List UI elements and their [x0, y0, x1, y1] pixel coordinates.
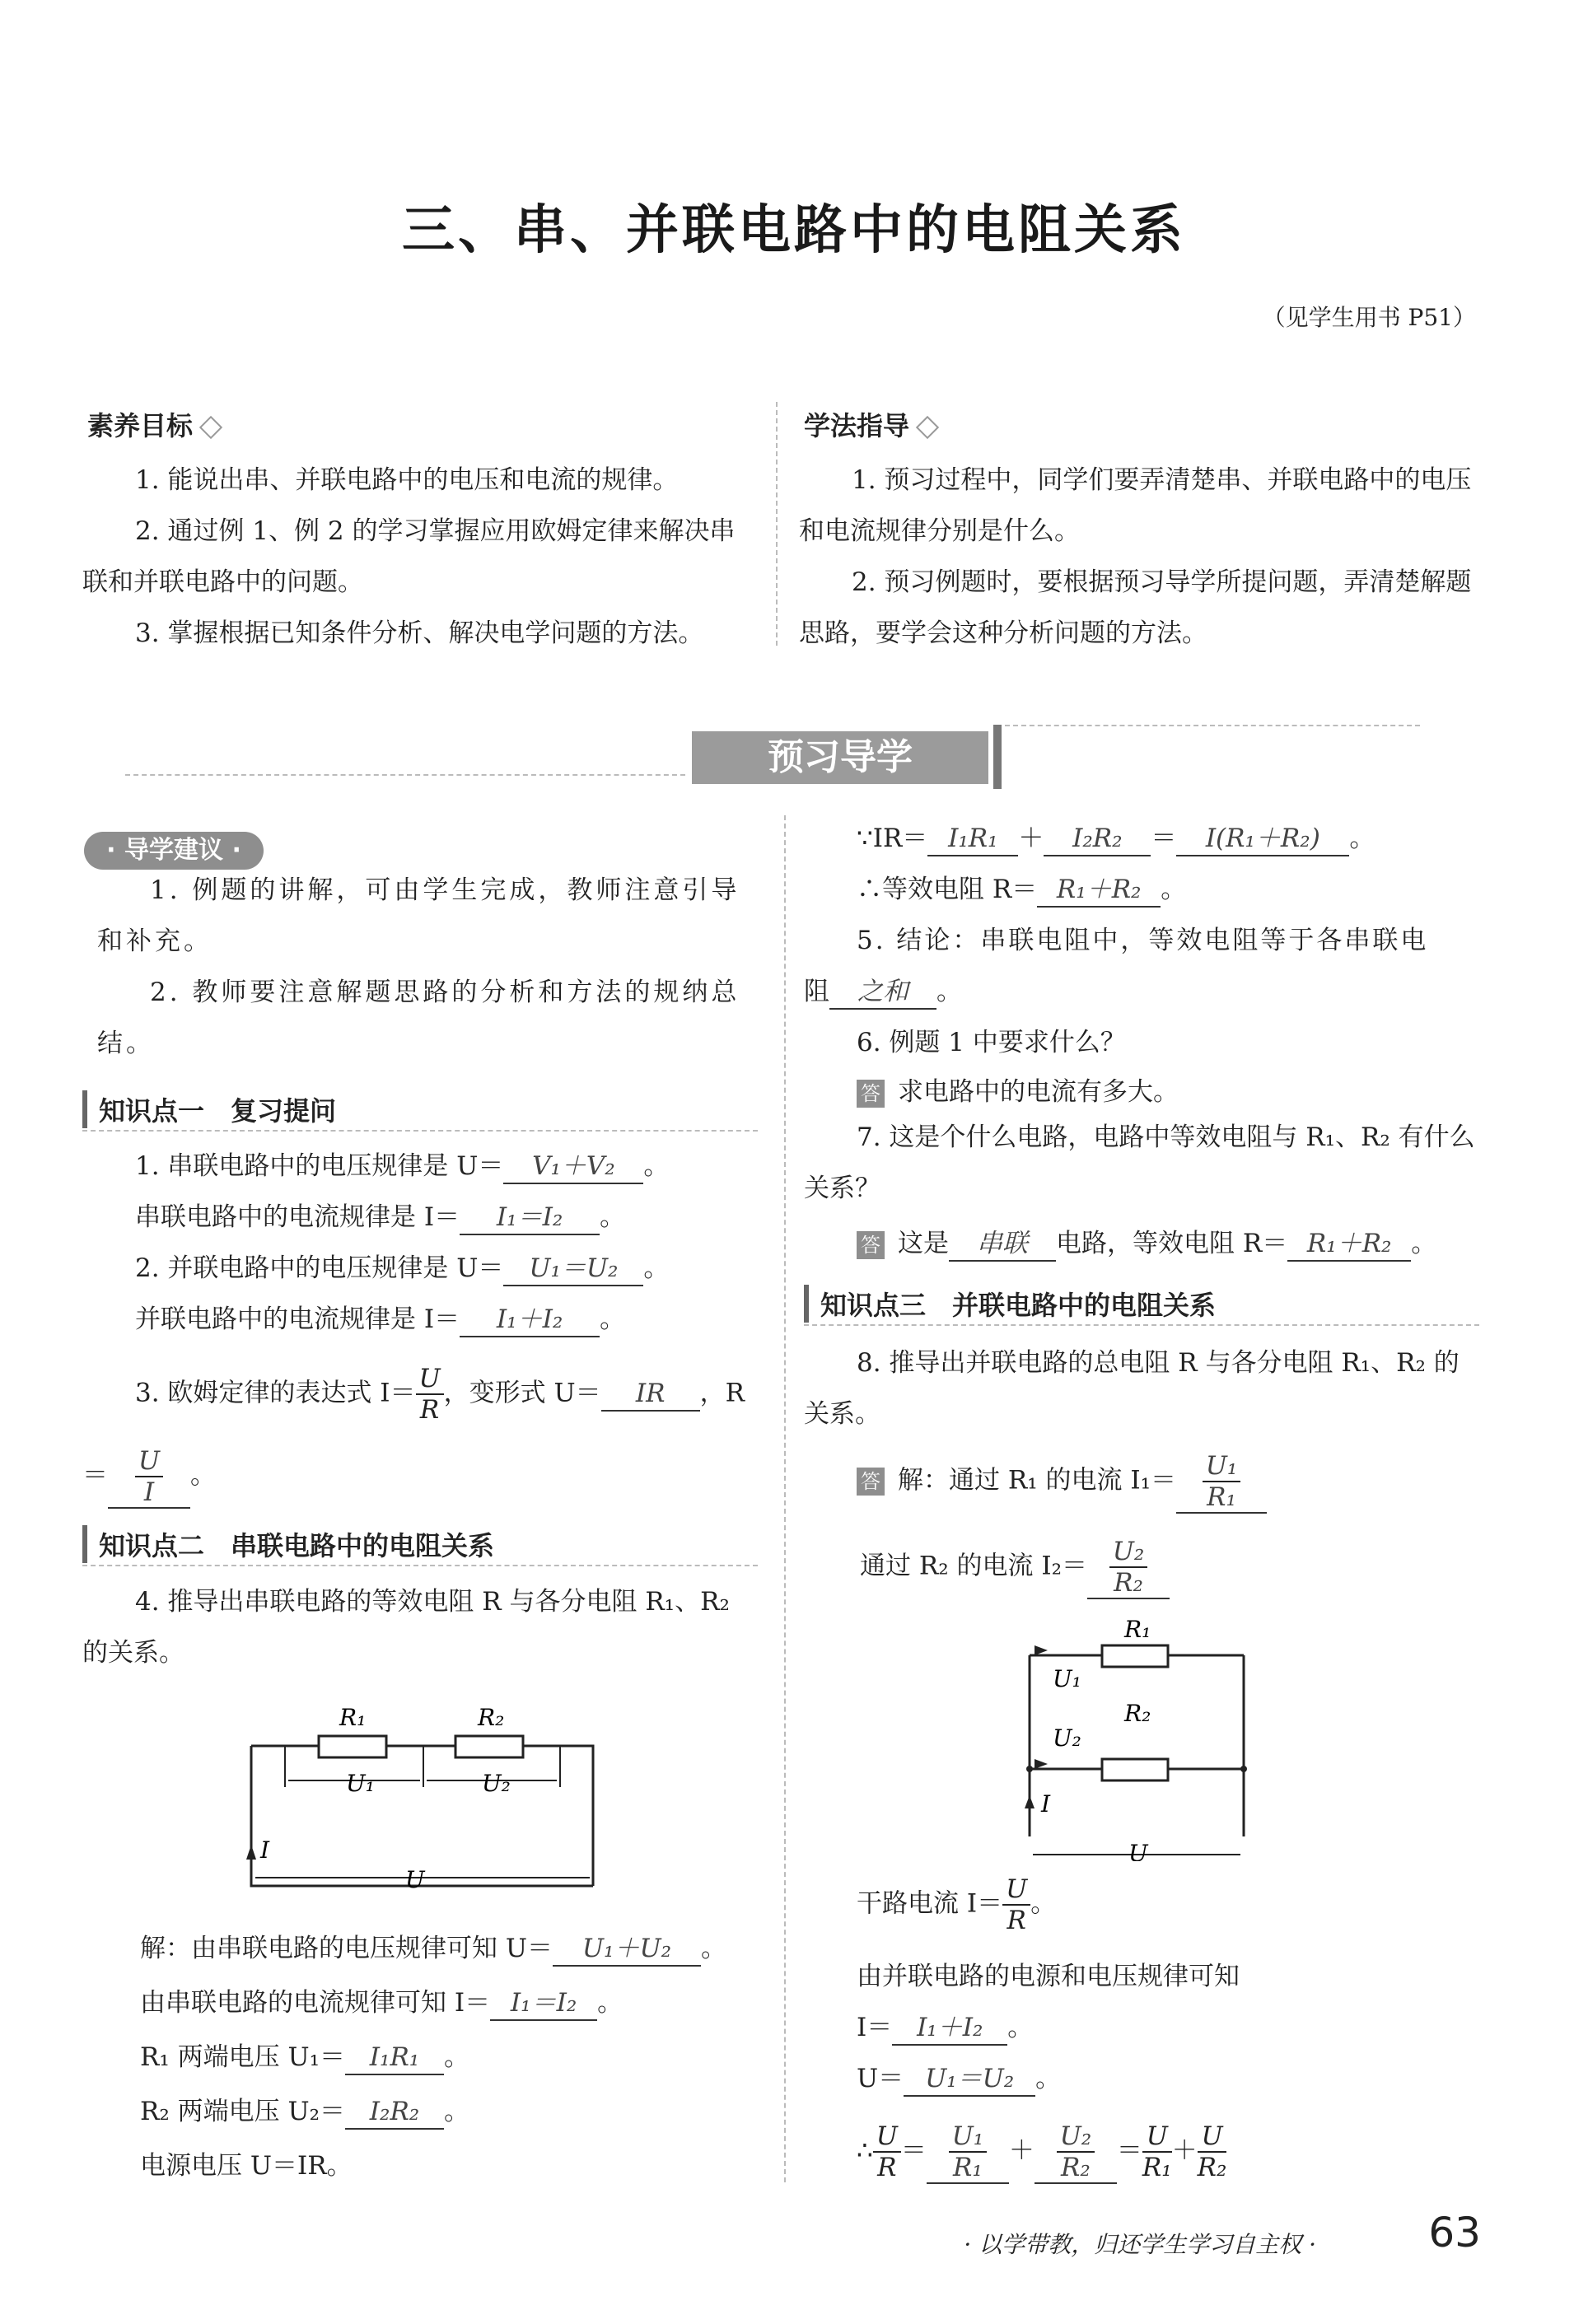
resistor-r2 [455, 1736, 523, 1757]
p2-text: 通过 R₂ 的电流 I₂＝ [860, 1551, 1088, 1581]
column-divider [784, 815, 786, 2182]
period: 。 [1349, 824, 1375, 853]
frac-den: R [1007, 1906, 1026, 1935]
label-i2: U₂ [1053, 1724, 1081, 1752]
current-arrow-icon [1025, 1795, 1035, 1808]
right-line-2 [857, 873, 1186, 908]
kp2-s2-text: 由串联电路的电流规律可知 I＝ [140, 1988, 491, 2018]
kp2-s4-text: R₂ 两端电压 U₂＝ [140, 2097, 346, 2126]
kp1-line-6 [82, 1446, 216, 1509]
kp1-l3-text: 2. 并联电路中的电压规律是 U＝ [135, 1253, 504, 1283]
p5-answer: I₁＋I₂ [892, 2011, 1007, 2046]
guide-heading [804, 405, 936, 443]
equals-sign: ＝ [900, 2135, 927, 2166]
frac-num: U₁ [949, 2121, 988, 2153]
kp1-line-4 [135, 1303, 625, 1337]
period: 。 [597, 1988, 624, 2018]
label-i: I [260, 1836, 270, 1864]
kp1-answer-2: I₁＝I₂ [460, 1201, 600, 1235]
answer-fraction [949, 2121, 988, 2182]
kp1-l1-text: 1. 串联电路中的电压规律是 U＝ [135, 1151, 504, 1181]
p5-text-a: I＝ [857, 2013, 893, 2042]
frac-num: U [1002, 1874, 1030, 1906]
frac-num: U [416, 1364, 444, 1395]
resistor-r2 [1102, 1759, 1168, 1780]
label-i1: U₁ [1053, 1665, 1081, 1692]
kp1-answer-4: I₁＋I₂ [460, 1303, 600, 1337]
footer-slogan: · 以学带教，归还学生学习自主权 · [964, 2231, 1316, 2258]
equals-sign: ＝ [1116, 2135, 1142, 2166]
p3-text: 干路电流 I＝ [857, 1888, 1003, 1919]
right-line-5: 6. 例题 1 中要求什么？ [857, 1028, 1126, 1057]
frac-den: I [143, 1477, 155, 1507]
answer-badge: 答 [857, 1080, 885, 1108]
frac-num: U [135, 1446, 163, 1477]
kp2-answer-1: U₁＋U₂ [553, 1932, 701, 1967]
p1-answer [1176, 1451, 1267, 1514]
kp2-answer-2: I₁＝I₂ [490, 1986, 597, 2021]
answer-badge: 答 [857, 1231, 885, 1259]
kp3-line-2 [860, 1537, 1170, 1599]
kp1-answer-5: IR [601, 1377, 700, 1412]
r8-text-a: 这是 [898, 1229, 949, 1258]
frac-den: R₂ [1060, 2153, 1091, 2182]
kp3-line-1 [857, 1451, 1267, 1514]
resistor-r1 [1102, 1645, 1168, 1667]
right-line-8 [857, 1227, 1436, 1262]
frac-num: U₁ [1203, 1451, 1241, 1482]
period: 。 [936, 977, 962, 1006]
diamond-icon [199, 416, 222, 439]
frac-num: U₂ [1057, 2121, 1095, 2153]
answer-fraction [1109, 1537, 1148, 1598]
guide-2: 2. 预习例题时，要根据预习导学所提问题，弄清楚解题思路，要学会这种分析问题的方法。 [799, 567, 1472, 648]
current-fraction [1002, 1874, 1030, 1935]
kp1-line-2 [135, 1201, 625, 1235]
r1-text-e: ＝ [1151, 824, 1177, 853]
period: 。 [643, 1151, 670, 1181]
r8-answer-2: R₁＋R₂ [1287, 1227, 1411, 1262]
kp3-rule [804, 1324, 1479, 1326]
kp1-answer-3: U₁＝U₂ [503, 1252, 643, 1286]
frac-num: U₂ [1109, 1537, 1148, 1568]
kp1-l5-text-a: 3. 欧姆定律的表达式 I＝ [135, 1378, 416, 1408]
kp3-line-6 [857, 2062, 1061, 2097]
period: 。 [600, 1304, 626, 1334]
period: 。 [643, 1253, 670, 1283]
circuit-wire [523, 1746, 593, 1886]
right-line-3: 5. 结论：串联电阻中，等效电阻等于各串联电 [857, 926, 1429, 955]
p2-answer [1087, 1537, 1170, 1599]
frac-num: U [1142, 2121, 1172, 2153]
final-frac-lhs [873, 2121, 901, 2182]
suggest-pill: · 导学建议 · [84, 832, 264, 870]
kp2-answer-4: I₂R₂ [345, 2095, 444, 2130]
circuit-wire [251, 1746, 593, 1886]
kp2-question-4: 4. 推导出串联电路的等效电阻 R 与各分电阻 R₁、R₂ 的关系。 [82, 1587, 730, 1668]
label-u: U [405, 1866, 425, 1893]
current-arrow-icon [1035, 1759, 1048, 1769]
kp1-l5-text-b: ，变形式 U＝ [443, 1378, 601, 1408]
current-arrow-icon [246, 1845, 256, 1860]
goals-heading-text: 素养目标 [87, 410, 194, 441]
kp2-s1-text: 解：由串联电路的电压规律可知 U＝ [140, 1934, 553, 1963]
kp1-answer-1: V₁＋V₂ [503, 1150, 643, 1184]
kp1-l5-text-c: ，R [699, 1378, 745, 1408]
label-u2: U₂ [482, 1770, 511, 1797]
kp1-l4-text: 并联电路中的电流规律是 I＝ [135, 1304, 460, 1334]
p6-answer: U₁＝U₂ [904, 2062, 1035, 2097]
final-frac-r1 [1142, 2121, 1172, 2182]
r1-answer-3: I(R₁＋R₂) [1176, 822, 1349, 856]
frac-num: U [873, 2121, 901, 2153]
period: 。 [600, 1202, 626, 1232]
kp3-line-3 [857, 1874, 1056, 1935]
kp1-line-1 [135, 1150, 669, 1184]
kp2-s3-text: R₁ 两端电压 U₁＝ [140, 2042, 346, 2072]
r1-text-a: ∵IR＝ [857, 824, 928, 853]
r6-text: 求电路中的电流有多大。 [898, 1077, 1179, 1107]
frac-den: R₁ [1142, 2153, 1172, 2182]
period: 。 [444, 2097, 470, 2126]
goal-2: 2. 通过例 1、例 2 的学习掌握应用欧姆定律来解决串联和并联电路中的问题。 [82, 516, 736, 597]
right-line-6 [857, 1076, 1179, 1108]
kp1-line-3 [135, 1252, 669, 1286]
answer-fraction [1203, 1451, 1241, 1512]
frac-num: U [1198, 2121, 1227, 2153]
label-u1: U₁ [346, 1770, 375, 1797]
page-number: 63 [1428, 2209, 1481, 2256]
period: 。 [1030, 1888, 1057, 1919]
frac-den: R₁ [1207, 1482, 1236, 1512]
period: 。 [1035, 2064, 1062, 2093]
final-answer-2 [1035, 2121, 1117, 2184]
right-line-1 [857, 822, 1375, 856]
kp2-title: 知识点二 串联电路中的电阻关系 [82, 1525, 494, 1563]
p7-text: ∴ [857, 2135, 873, 2166]
kp3-line-4: 由并联电路的电源和电压规律可知 [857, 1962, 1240, 1991]
frac-den: R₂ [1114, 1568, 1143, 1598]
banner-bar [993, 725, 1002, 789]
goal-3: 3. 掌握根据已知条件分析、解决电学问题的方法。 [135, 618, 704, 648]
period: 。 [190, 1460, 216, 1491]
label-u: U [1128, 1840, 1148, 1861]
diamond-icon [916, 416, 939, 439]
kp2-step-4 [140, 2095, 469, 2130]
frac-den: R [419, 1395, 440, 1425]
plus-sign: ＋ [1171, 2135, 1198, 2166]
frac-den: R [877, 2153, 897, 2182]
kp3-question-8: 8. 推导出并联电路的总电阻 R 与各分电阻 R₁、R₂ 的关系。 [804, 1348, 1460, 1429]
p1-text: 解：通过 R₁ 的电流 I₁＝ [898, 1465, 1177, 1496]
kp2-step-1 [140, 1932, 726, 1967]
r8-text-c: 电路，等效电阻 R＝ [1056, 1229, 1288, 1258]
kp1-line-5 [135, 1364, 745, 1425]
kp1-l2-text: 串联电路中的电流规律是 I＝ [135, 1202, 460, 1232]
kp1-answer-6 [108, 1446, 190, 1509]
period: 。 [1007, 2013, 1034, 2042]
right-line-4 [804, 975, 962, 1010]
r1-answer-2: I₂R₂ [1044, 822, 1151, 856]
final-answer-1 [927, 2121, 1009, 2184]
label-r1: R₁ [339, 1704, 367, 1731]
student-book-reference: （见学生用书 P51） [1262, 304, 1476, 331]
kp2-step-3 [140, 2041, 469, 2075]
label-r2: R₂ [1124, 1700, 1151, 1727]
r2-answer: R₁＋R₂ [1037, 873, 1161, 908]
suggest-2: 2. 教师要注意解题思路的分析和方法的规纳总结。 [97, 978, 740, 1058]
goals-heading [87, 405, 219, 443]
banner-rule-right [1005, 725, 1420, 726]
series-circuit-diagram [231, 1680, 618, 1911]
r4-answer: 之和 [829, 975, 936, 1010]
goal-1: 1. 能说出串、并联电路中的电压和电流的规律。 [135, 465, 679, 495]
junction-dot [1240, 1766, 1247, 1772]
page-title: 三、串、并联电路中的电阻关系 [402, 199, 1186, 261]
kp1-l6-text: ＝ [82, 1460, 108, 1491]
answer-fraction [1057, 2121, 1095, 2182]
final-frac-r2 [1198, 2121, 1227, 2182]
p6-text-a: U＝ [857, 2064, 904, 2093]
r1-answer-1: I₁R₁ [927, 822, 1018, 856]
period: 。 [1161, 875, 1187, 904]
section-banner: 预习导学 [692, 731, 988, 784]
junction-dot [1026, 1766, 1033, 1772]
kp2-step-5: 电源电压 U＝IR。 [140, 2151, 353, 2181]
r4-text-a: 阻 [804, 977, 829, 1006]
guide-1: 1. 预习过程中，同学们要弄清楚串、并联电路中的电压和电流规律分别是什么。 [799, 465, 1472, 546]
frac-den: R₁ [952, 2153, 983, 2182]
kp1-rule [82, 1130, 758, 1132]
plus-sign: ＋ [1008, 2135, 1035, 2166]
frac-den: R₂ [1197, 2153, 1227, 2182]
guide-heading-text: 学法指导 [804, 410, 910, 441]
current-arrow-icon [1035, 1645, 1048, 1655]
parallel-circuit-diagram [1005, 1614, 1277, 1861]
label-r1: R₁ [1124, 1616, 1151, 1643]
kp3-line-7 [857, 2121, 1226, 2184]
answer-badge: 答 [857, 1468, 885, 1496]
r8-answer-1: 串联 [949, 1227, 1056, 1262]
resistor-r1 [319, 1736, 386, 1757]
column-divider [776, 402, 778, 646]
suggest-1: 1. 例题的讲解，可由学生完成，教师注意引导和补充。 [97, 875, 740, 956]
kp3-line-5 [857, 2011, 1033, 2046]
banner-rule-left [125, 774, 685, 776]
label-r2: R₂ [478, 1704, 505, 1731]
right-line-7: 7. 这是个什么电路，电路中等效电阻与 R₁、R₂ 有什么关系？ [804, 1122, 1475, 1203]
answer-fraction [135, 1446, 163, 1507]
label-i: I [1041, 1790, 1051, 1818]
period: 。 [444, 2042, 470, 2072]
ohm-fraction [416, 1364, 444, 1425]
kp2-rule [82, 1565, 758, 1566]
period: 。 [1411, 1229, 1437, 1258]
r1-text-c: ＋ [1018, 824, 1044, 853]
r2-text-a: ∴等效电阻 R＝ [857, 875, 1038, 904]
kp2-step-2 [140, 1986, 623, 2021]
kp3-title: 知识点三 并联电路中的电阻关系 [804, 1285, 1216, 1323]
period: 。 [700, 1934, 726, 1963]
kp1-title: 知识点一 复习提问 [82, 1090, 336, 1128]
kp2-answer-3: I₁R₁ [345, 2041, 444, 2075]
